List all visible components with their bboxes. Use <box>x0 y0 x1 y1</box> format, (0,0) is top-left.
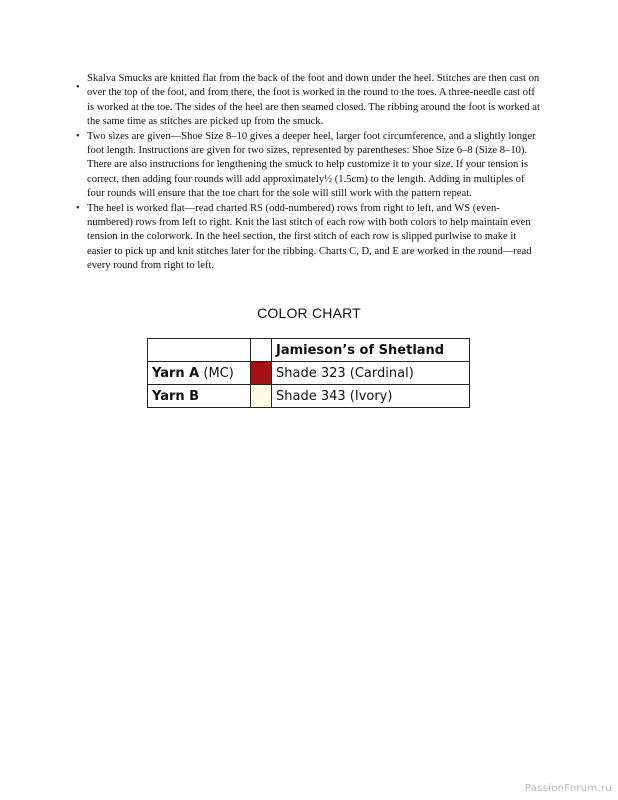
color-chart-table <box>147 338 470 408</box>
empty-cell <box>148 339 251 362</box>
yarn-label-cell <box>148 385 251 408</box>
bullet: • <box>76 202 80 214</box>
yarn-role: (MC) <box>203 365 234 381</box>
color-swatch <box>251 385 272 408</box>
color-chart-header-row <box>148 339 470 362</box>
note-item <box>76 202 542 274</box>
bullet: • <box>76 82 80 93</box>
yarn-label-cell <box>148 362 251 385</box>
shade-cell: Shade 323 (Cardinal) <box>272 362 470 385</box>
note-text: Skalva Smucks are knitted flat from the back of the foot and down under the heel. Stitches are then cast on over the top of the foot, and from there, the foot is worked in the round to the toes. A three-needle cast off is worked at the toe. The sides of the heel are then seamed closed. The ribbing around the foot is worked at the same time as stitches are picked up from the smuck. <box>87 73 540 128</box>
yarn-name: Yarn B <box>152 388 200 404</box>
pattern-notes-list <box>76 72 542 274</box>
note-text: Two sizes are given—Shoe Size 8–10 gives a deeper heel, larger foot circumference, and a slightly longer foot length. Instructions are given for two sizes, represented by parentheses: Shoe Size 6–8 (Size 8–10). There are also instructions for lengthening the smuck to help customize it to your size. If your tension is correct, then adding four rounds will add approximately½ (1.5cm) to the length. Adding in multiples of four rounds will ensure that the toe chart for the sole will still work with the pattern repeat. <box>87 130 536 200</box>
table-row <box>148 362 470 385</box>
empty-cell <box>251 339 272 362</box>
shade-cell: Shade 343 (Ivory) <box>272 385 470 408</box>
color-chart-heading: COLOR CHART <box>257 305 361 321</box>
watermark: PassionForum.ru <box>524 783 612 794</box>
note-item <box>76 130 542 202</box>
bullet: • <box>76 130 80 142</box>
yarn-name: Yarn A <box>152 365 200 381</box>
brand-header: Jamieson’s of Shetland <box>272 339 470 362</box>
table-row <box>148 385 470 408</box>
note-text: The heel is worked flat—read charted RS (odd-numbered) rows from right to left, and WS (even-numbered) rows from left to right. Knit the last stitch of each row with both colors to help maintain even tension in the colorwork. In the heel section, the first stitch of each row is slipped purlwise to make it easier to pick up and knit stitches later for the ribbing. Charts C, D, and E are worked in the round—read every round from right to left. <box>87 202 532 272</box>
color-swatch <box>251 362 272 385</box>
note-item <box>76 72 542 130</box>
